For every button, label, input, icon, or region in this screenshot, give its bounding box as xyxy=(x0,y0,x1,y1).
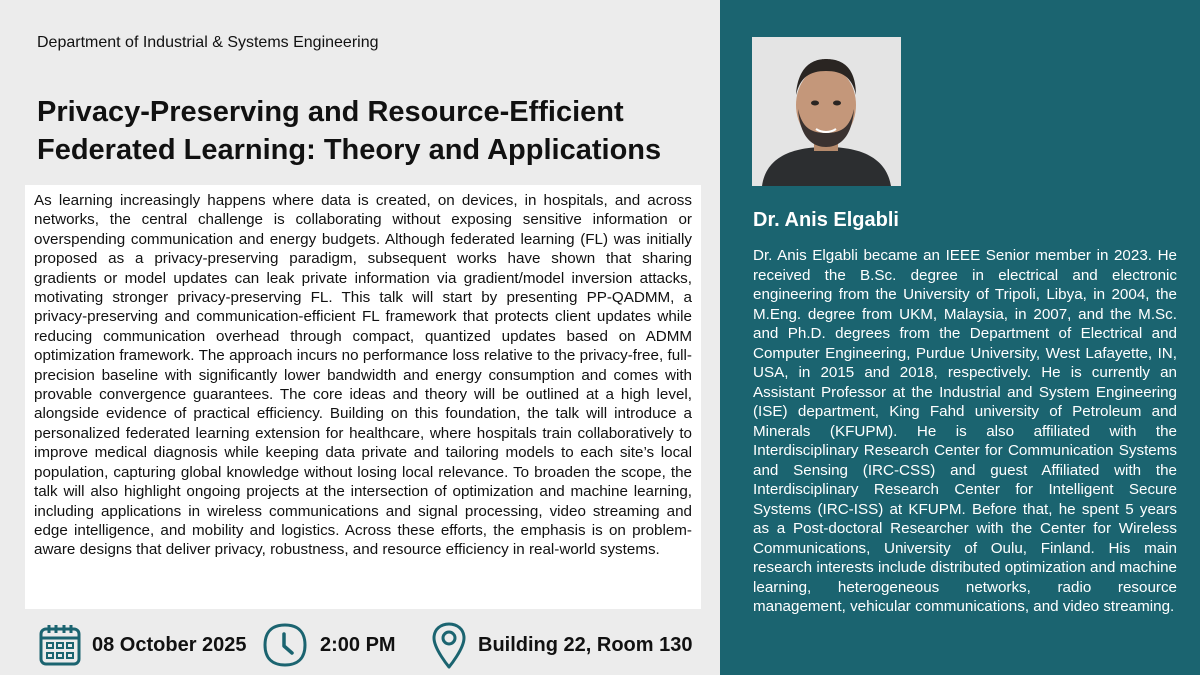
event-date xyxy=(37,620,247,670)
event-location-text: Building 22, Room 130 xyxy=(478,633,693,656)
speaker-photo xyxy=(752,37,901,186)
department-name: Department of Industrial & Systems Engineering xyxy=(37,34,379,51)
abstract-text: As learning increasingly happens where data is created, on devices, in hospitals, and across networks, the central challenge is collaborating without exposing sensitive information or overspending communication and energy budgets. Although federated learning (FL) was initially proposed as a privacy-preserving paradigm, subsequent works have shown that sharing gradients or model updates can leak private information via gradient/model inversion attacks, motivating stronger privacy-preserving FL. This talk will start by presenting PP-QADMM, a privacy-preserving and communication-efficient FL framework that protects client updates while reducing communication overhead through compact, quantized updates based on ADMM optimization framework. The approach incurs no performance loss relative to the privacy-free, full-precision baseline with significantly lower bandwidth and energy consumption and comes with provable convergence guarantees. The core ideas and theory will be outlined at a high level, alongside evidence of practical efficiency. Building on this foundation, the talk will introduce a personalized federated learning extension for healthcare, where hospitals train collaboratively to improve medical diagnosis while keeping data private and tailoring models to each site’s local population, capturing global knowledge without losing local relevance. To broaden the scope, the talk will also highlight ongoing projects at the intersection of optimization and machine learning, including applications in wireless communications and signal processing, video streaming and edge intelligence, and mobility and logistics. Across these efforts, the emphasis is on problem-aware designs that deliver privacy, robustness, and resource efficiency in real-world systems. xyxy=(34,192,692,559)
event-time xyxy=(262,620,396,670)
speaker-bio: Dr. Anis Elgabli became an IEEE Senior member in 2023. He received the B.Sc. degree in electrical and electronic engineering from the University of Tripoli, Libya, in 2004, the M.Eng. degree from UKM, Malaysia, in 2007, and the M.Sc. and Ph.D. degrees from the Department of Electrical and Computer Engineering, Purdue University, West Lafayette, IN, USA, in 2015 and 2018, respectively. He is currently an Assistant Professor at the Industrial and System Engineering (ISE) department, King Fahd university of Petroleum and Minerals (KFUPM). He is also affiliated with the Interdisciplinary Research Center for Communication Systems and Sensing (IRC-CSS) and guest Affiliated with the Interdisciplinary Research Center for Intelligent Secure Systems (IRC-ISS) at KFUPM. Before that, he spent 5 years as a Post-doctoral Researcher with the Center for Wireless Communications, University of Oulu, Finland. His main research interests include distributed optimization and machine learning, heterogeneous networks, radio resource management, vehicular communications, and video streaming. xyxy=(753,247,1177,615)
clock-icon xyxy=(262,622,308,668)
event-location xyxy=(430,620,692,670)
talk-title: Privacy-Preserving and Resource-Efficient Federated Learning: Theory and Applications xyxy=(37,96,662,166)
event-date-text: 08 October 2025 xyxy=(92,633,247,656)
speaker-name: Dr. Anis Elgabli xyxy=(753,209,899,231)
location-pin-icon xyxy=(430,621,468,669)
calendar-icon xyxy=(37,622,83,668)
abstract-box xyxy=(25,185,701,609)
event-time-text: 2:00 PM xyxy=(320,633,396,656)
speaker-panel xyxy=(720,0,1200,675)
